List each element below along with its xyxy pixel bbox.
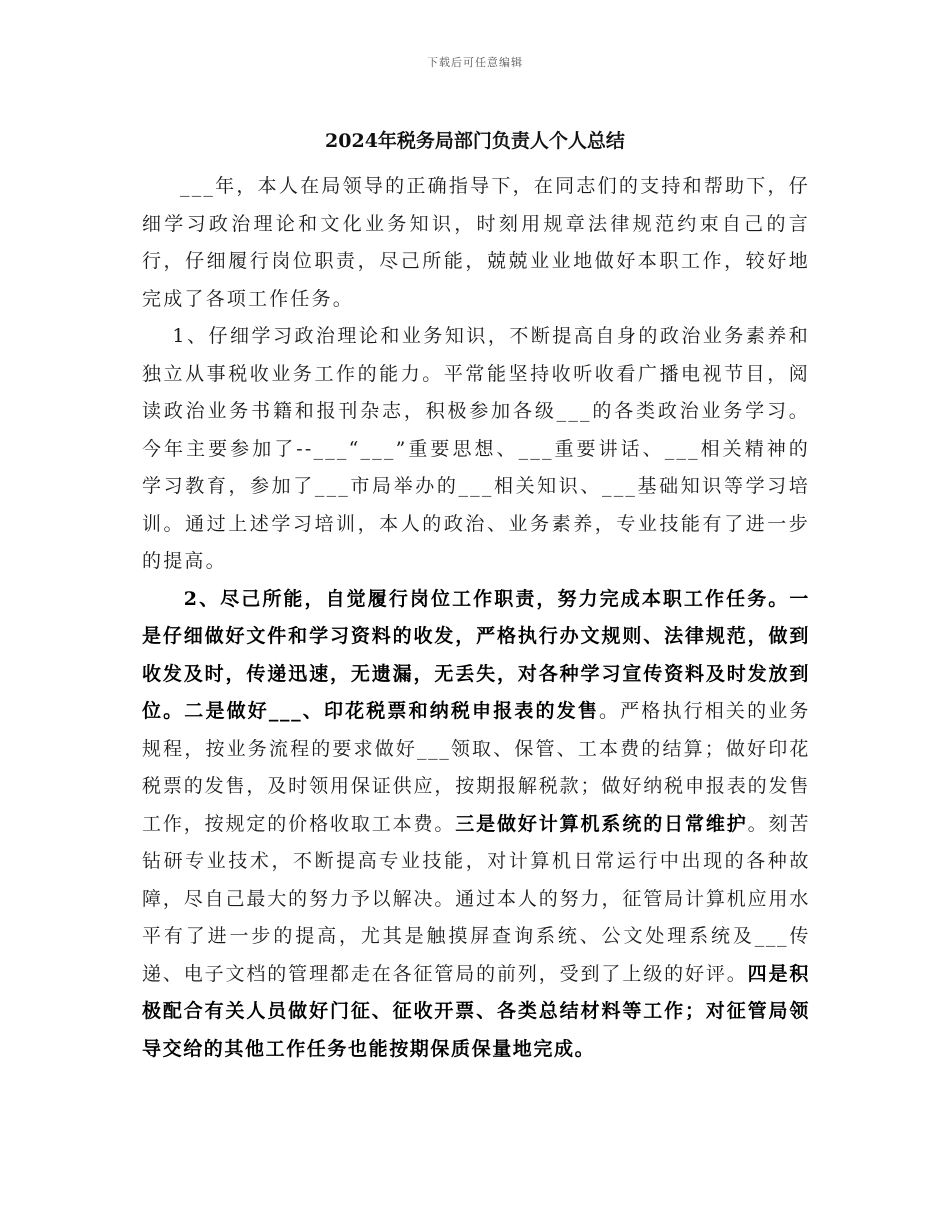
duties-bold-part-1: 2、尽己所能，自觉履行岗位工作职责，努力完成本职工作任务。一是仔细做好文件和学习资料的收发，严格执行办文规则、法律规范，做到收发及时，传递迅速，无遗漏，无丢失，对各种学习宣传资料及时发放到位。二是做好___、印花税票和纳税申报表的发售 (142, 587, 810, 722)
paragraph-intro: ___年，本人在局领导的正确指导下，在同志们的支持和帮助下，仔细学习政治理论和文化业务知识，时刻用规章法律规范约束自己的言行，仔细履行岗位职责，尽己所能，兢兢业业地做好本职工作，较好地完成了各项工作任务。 (142, 175, 810, 310)
document-body (142, 168, 810, 1068)
page-header-note: 下载后可任意编辑 (427, 56, 523, 69)
paragraph-duties (142, 581, 810, 1069)
duties-normal-part-1: 。严格执行相关的业务规程，按业务流程的要求做好___领取、保管、工本费的结算；做好印花税票的发售，及时领用保证供应，按期报解税款；做好纳税申报表的发售工作，按规定的价格收取工本费。 (142, 700, 810, 835)
paragraph-study: 1、仔细学习政治理论和业务知识，不断提高自身的政治业务素养和独立从事税收业务工作的能力。平常能坚持收听收看广播电视节目，阅读政治业务书籍和报刊杂志，积极参加各级___的各类政治业务学习。今年主要参加了--___“___”重要思想、___重要讲话、___相关精神的学习教育，参加了___市局举办的___相关知识、___基础知识等学习培训。通过上述学习培训，本人的政治、业务素养，专业技能有了进一步的提高。 (142, 325, 810, 572)
duties-bold-part-3: 四是积极配合有关人员做好门征、征收开票、各类总结材料等工作；对征管局领导交给的其他工作任务也能按期保质保量地完成。 (142, 962, 810, 1060)
duties-normal-part-2: 。刻苦钻研专业技术，不断提高专业技能，对计算机日常运行中出现的各种故障，尽自己最大的努力予以解决。通过本人的努力，征管局计算机应用水平有了进一步的提高，尤其是触摸屏查询系统、公文处理系统及___传递、电子文档的管理都走在各征管局的前列，受到了上级的好评。 (142, 812, 810, 985)
document-title: 2024年税务局部门负责人个人总结 (325, 130, 625, 152)
duties-bold-part-2: 三是做好计算机系统的日常维护 (455, 812, 748, 835)
